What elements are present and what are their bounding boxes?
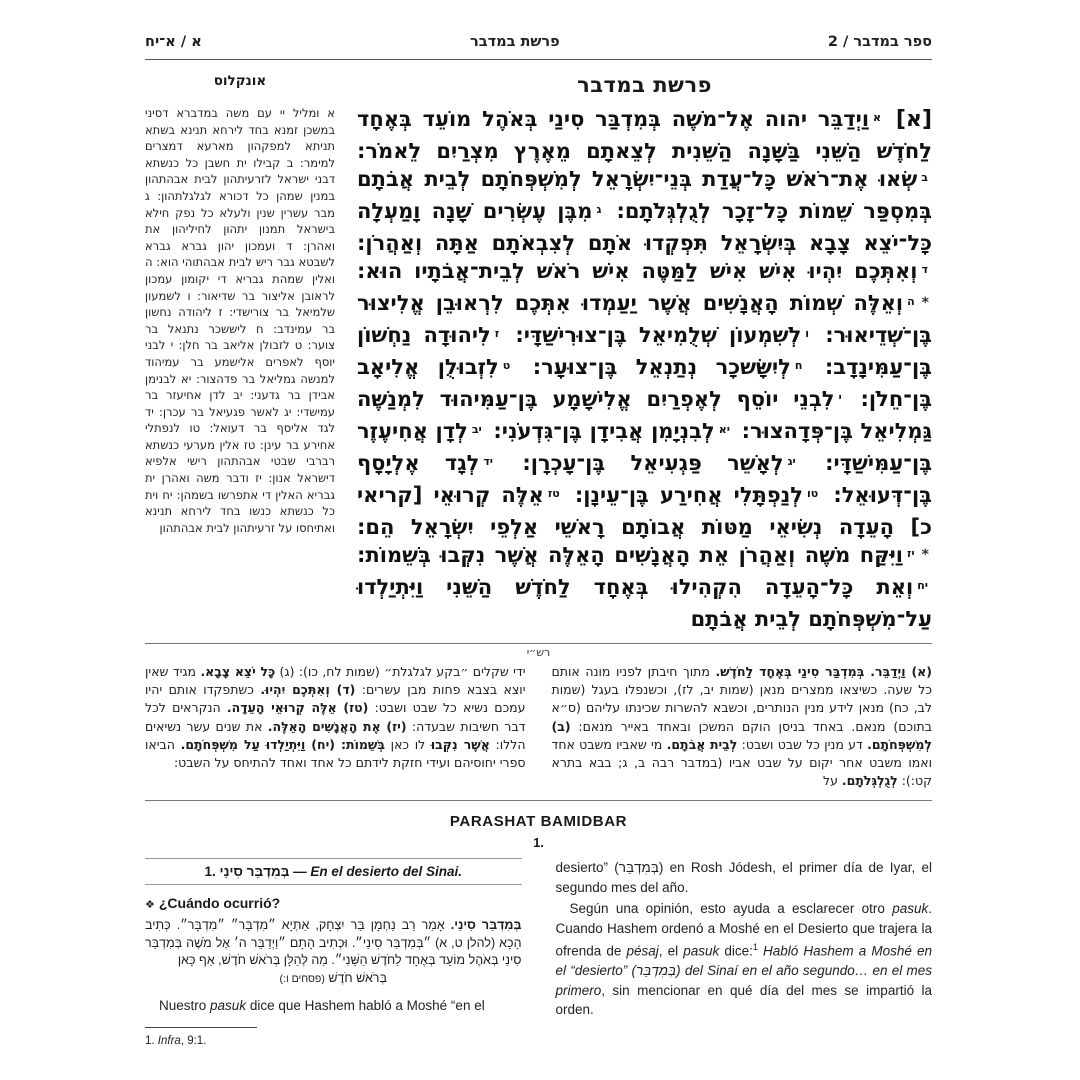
spanish-left-paragraph: Nuestro pasuk dice que Hashem habló a Moshé “en el [159, 997, 485, 1013]
running-head-parashah: פרשת במדבר [470, 34, 560, 50]
spanish-columns [145, 858, 932, 1047]
spanish-right-paragraph-2: Según una opinión, esto ayuda a esclarecer otro pasuk. Cuando Hashem ordenó a Moshé en el Desierto que trajera la ofrenda de pésaj, el pasuk dice:$^1$ Habló Hashem a Moshé en el “desierto” (בְּמִדְבַּר) del Sinaí en el año segundo… en el mes primero, sin mencionar en qué día del mes se impartió la orden. [555, 901, 932, 1018]
torah-verses: $^א$וַיְדַבֵּר יהוה אֶל־מֹשֶׁה בְּמִדְבַּר סִינַי בְּאֹהֶל מוֹעֵד בְּאֶחָד לַחֹדֶשׁ הַשֵּׁנִי בַּשָּׁנָה הַשֵּׁנִית לְצֵאתָם מֵאֶרֶץ מִצְרַיִם לֵאמֹר: $^ב$שְׂאוּ אֶת־רֹאשׁ כָּל־עֲדַת בְּנֵי־יִשְׂרָאֵל לְמִשְׁפְּחֹתָם לְבֵית אֲבֹתָם בְּמִסְפַּר שֵׁמוֹת כָּל־זָכָר לְגֻלְגְּלֹתָם: $^ג$מִבֶּן עֶשְׂרִים שָׁנָה וָמַעְלָה כָּל־יֹצֵא צָבָא בְּיִשְׂרָאֵל תִּפְקְדוּ אֹתָם לְצִבְאֹתָם אַתָּה וְאַהֲרֹן: $^ד$וְאִתְּכֶם יִהְיוּ אִישׁ אִישׁ לַמַּטֶּה אִישׁ רֹאשׁ לְבֵית־אֲבֹתָיו הוּא: *$^ה$וְאֵלֶּה שְׁמוֹת הָאֲנָשִׁים אֲשֶׁר יַעַמְדוּ אִתְּכֶם לִרְאוּבֵן אֱלִיצוּר בֶּן־שְׁדֵיאוּר: $^ו$לְשִׁמְעוֹן שְׁלֻמִיאֵל בֶּן־צוּרִישַׁדָּי: $^ז$לִיהוּדָה נַחְשׁוֹן בֶּן־עַמִּינָדָב: $^ח$לְיִשָּׂשכָר נְתַנְאֵל בֶּן־צוּעָר: $^ט$לִזְבוּלֻן אֱלִיאָב בֶּן־חֵלֹן: $^י$לִבְנֵי יוֹסֵף לְאֶפְרַיִם אֱלִישָׁמָע בֶּן־עַמִּיהוּד לִמְנַשֶּׁה גַּמְלִיאֵל בֶּן־פְּדָהצוּר: $^{יא}$לְבִנְיָמִן אֲבִידָן בֶּן־גִּדְעֹנִי: $^{יב}$לְדָן אֲחִיעֶזֶר בֶּן־עַמִּישַׁדָּי: $^{יג}$לְאָשֵׁר פַּגְעִיאֵל בֶּן־עָכְרָן: $^{יד}$לְגָד אֶלְיָסָף בֶּן־דְּעוּאֵל: $^{טו}$לְנַפְתָּלִי אֲחִירַע בֶּן־עֵינָן: $^{טז}$אֵלֶּה קְרוּאֵי [קריאי כ] הָעֵדָה נְשִׂיאֵי מַטּוֹת אֲבוֹתָם רָאשֵׁי אַלְפֵי יִשְׂרָאֵל הֵם: *$^{יז}$וַיִּקַּח מֹשֶׁה וְאַהֲרֹן אֵת הָאֲנָשִׁים הָאֵלֶּה אֲשֶׁר נִקְּבוּ בְּשֵׁמוֹת: $^{יח}$וְאֵת כָּל־הָעֵדָה הִקְהִילוּ בְּאֶחָד לַחֹדֶשׁ הַשֵּׁנִי וַיִּתְיַלְדוּ עַל־מִשְׁפְּחֹתָם לְבֵית אֲבֹתָם [357, 107, 932, 631]
spanish-left-column [145, 858, 522, 1047]
topic-title: 1. בְּמִדְבַּר סִינַי — En el desierto del Sinai. [145, 858, 522, 885]
rashi-bottom-rule [145, 800, 932, 801]
talmud-quote-citation [145, 970, 522, 988]
torah-text [357, 105, 932, 633]
rashi-top-rule [145, 643, 932, 644]
decorative-leaf-icon: ❖ [145, 899, 155, 912]
spanish-right-column [556, 858, 933, 1047]
rashi-commentary [145, 663, 932, 790]
question-heading [145, 895, 522, 911]
running-head-book-page: ספר במדבר / 2 [827, 34, 932, 50]
parashah-title: פרשת במדבר [577, 73, 712, 97]
header-rule [145, 59, 932, 60]
onkelos-heading: אונקלוס [213, 73, 267, 89]
footnote-rule [145, 1027, 257, 1028]
talmud-quote-hebrew: בְּמִדְבַּר סִינַי. אָמַר רַב נַחְמָן בַּר יִצְחָק, אַתְיָא ״מִדְבָּר״ ״מִדְבָּר״. כְּתִיב הָכָא (להלן ט, א) ״בְּמִדְבַּר סִינַי״. וּכְתִיב הָתָם ״וַיְדַבֵּר ה׳ אֶל מֹשֶׁה בְּמִדְבַּר סִינַי בְּאֹהֶל מוֹעֵד בְּאֶחָד לַחֹדֶשׁ הַשֵּׁנִי״. מַה לְּהַלָּן בְּרֹאשׁ חֹדֶשׁ, אַף כָּאן [145, 918, 522, 968]
footnote: 1. Infra, 9:1. [145, 1035, 207, 1048]
rashi-column-right: (א) וַיְדַבֵּר. בְּמִדְבַּר סִינַי בְּאֶחָד לַחֹדֶשׁ. מתוך חיבתן לפניו מונה אותם כל שעה. כשיצאו ממצרים מנאן (שמות יב, לז), וכשנפלו בעגל (שמות לב, כח) מנאן לידע מנין הנותרים, וכשבא להשרות שכינתו עליהם (ס״א בתוכם) מנאם. באחד בניסן הוקם המשכן ובאחד באייר מנאם: (ב) לְמִשְׁפְּחֹתָם. דע מנין כל שבט ושבט: לְבֵית אֲבֹתָם. מי שאביו משבט אחד ואמו משבט אחר יקום על שבט אביו (במדבר רבה ב, ג; בבא בתרא קט:): לְגֻלְגְּלֹתָם. על [551, 664, 932, 789]
citation-source: (פסחים ו:) [279, 972, 325, 985]
running-head [145, 34, 932, 50]
text-columns [145, 105, 932, 633]
question-text: ¿Cuándo ocurrió? [158, 895, 281, 912]
chapter-marker: [א] [895, 107, 933, 132]
citation-text: בְּרֹאשׁ חֹדֶשׁ [328, 970, 387, 985]
spanish-right-paragraph-1: desierto” (בְּמִדְבַּר) en Rosh Jódesh, el primer día de Iyar, el segundo mes del año. [555, 860, 932, 895]
rashi-column-left: ידי שקלים ״בקע לגלגלת״ (שמות לח, כו): (ג) כָּל יֹצֵא צָבָא. מגיד שאין יוצא בצבא פחות מבן עשרים: (ד) וְאִתְּכֶם יִהְיוּ. כשתפקדו אותם יהיו עמכם נשיא כל שבט ושבט: (טז) אֵלֶּה קְרוּאֵי הָעֵדָה. הנקראים לכל דבר חשיבות שבעדה: (יז) אֶת הָאֲנָשִׁים הָאֵלֶּה. את שנים עשר נשיאים הללו: אֲשֶׁר נִקְּבוּ לו כאן בְּשֵׁמוֹת: (יח) וַיִּתְיַלְדוּ עַל מִשְׁפְּחֹתָם. הביאו ספרי יחוסיהם ועידי חזקת לידתם כל אחד ואחד להתיחס על השבט: [145, 664, 526, 771]
rashi-heading: רש״י [526, 646, 551, 659]
column-headings [145, 73, 932, 97]
running-head-chapter-verses: א / א־יח [145, 34, 202, 50]
spanish-section-heading: PARASHAT BAMIDBAR [449, 813, 628, 831]
onkelos-text: א ומליל יי עם משה במדברא דסיני במשכן זמנא בחד לירחא תנינא בשתא תניתא למפקהון מארעא דמצרים למימר: ב קבילו ית חשבן כל כנשתא דבני ישראל לזרעיתהון לבית אבהתהון במנין שמהן כל דכורא לגלגלתהון: ג מבר עשרין שנין ולעלא כל נפק חילא בישראל תמנון יתהון לחיליהון את ואהרן: ד ועמכון יהון גברא גברא לשבטא גבר ריש לבית אבהתוהי הוא: ה ואלין שמהת גבריא די יקומון עמכון לראובן אליצור בר שדיאור: ו לשמעון שלמיאל בר צורישדי: ז ליהודה נחשון בר עמינדב: ח ליששכר נתנאל בר צוער: ט לזבולן אליאב בר חלן: י לבני יוסף לאפרים אלישמע בר עמיהוד למנשה גמליאל בר פדהצור: יא לבנימן אבידן בר גדעני: יב לדן אחיעזר בר עמישדי: יג לאשר פגעיאל בר עכרן: יד לגד אליסף בר דעואל: טו לנפתלי אחירע בר עינן: טז אלין מערעי כנשתא רברבי שבטי אבהתהון רישי אלפיא דישראל אנון: יז ודבר משה ואהרן ית גבריא האלין די אתפרשו בשמהן: יח וית כל כנשתא כנשו בחד לירחא תנינא ואתיחסו על זרעיתהון לבית אבהתהון [145, 106, 335, 535]
spanish-section-number: 1. [533, 835, 544, 851]
